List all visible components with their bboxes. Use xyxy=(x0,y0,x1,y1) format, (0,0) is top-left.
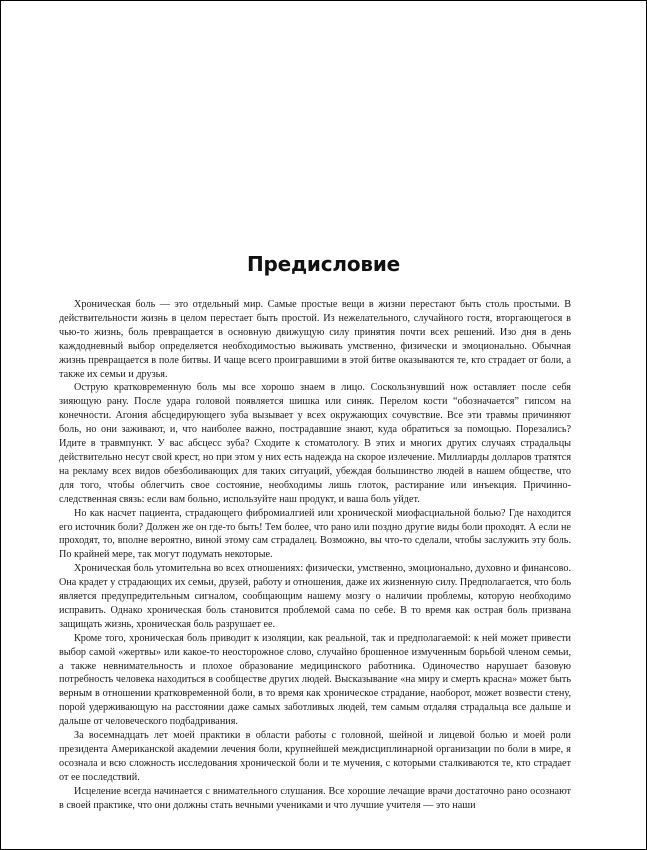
paragraph: Кроме того, хроническая боль приводит к изоляции, как реальной, так и предполагаемой: к ней может привести выбор самой «жертвы» или какое-то неосторожное слово, случайно брошенное измученным борьбой членом семьи, а также невнимательность и плохое образование медицинского работника. Одиночество нарушает базовую потребность человека находиться в сообществе других людей. Высказывание «на миру и смерть красна» может быть верным в отношении кратковременной боли, в то время как хроническое страдание, наоборот, может возвести стену, порой удерживающую на расстоянии даже самых заботливых людей, тем самым отдаляя страдальца все дальше и дальше от человеческого подбадривания. xyxy=(59,632,571,728)
body-text xyxy=(59,298,571,813)
paragraph: Хроническая боль утомительна во всех отношениях: физически, умственно, эмоционально, духовно и финансово. Она крадет у страдающих их семьи, друзей, работу и отношения, даже их жизненную силу. Предполагается, что боль является предупредительным сигналом, сообщающим нашему мозгу о наличии проблемы, которую необходимо исправить. Однако хроническая боль становится проблемой сама по себе. В то время как острая боль призвана защищать жизнь, хроническая боль разрушает ее. xyxy=(59,563,571,630)
paragraph: Исцеление всегда начинается с внимательного слушания. Все хорошие лечащие врачи достаточно рано осознают в своей практике, что они должны стать вечными учениками и что лучшие учителя — это наши xyxy=(59,785,571,811)
paragraph: Хроническая боль — это отдельный мир. Самые простые вещи в жизни перестают быть столь простыми. В действительности жизнь в целом перестает быть простой. Из нежелательного, случайного гостя, вторгающегося в чью-то жизнь, боль превращается в основную движущую силу принятия почти всех решений. Изо дня в день каждодневный выбор определяется необходимостью выживать умственно, физически и эмоционально. Обычная жизнь превращается в поле битвы. И чаще всего проигравшими в этой битве оказываются те, кто страдает от боли, а также их семьи и друзья. xyxy=(59,299,571,380)
page-title: Предисловие xyxy=(246,252,401,276)
paragraph: Но как насчет пациента, страдающего фибромиалгией или хронической миофасциальной болью? Где находится его источник боли? Должен же он где-то быть! Тем более, что рано или поздно другие виды боли проходят. А если не проходят, то, вполне вероятно, виной этому сам страдалец. Возможно, вы что-то сделали, чтобы заслужить эту боль. По крайней мере, так могут подумать некоторые. xyxy=(59,507,571,561)
paragraph: Острую кратковременную боль мы все хорошо знаем в лицо. Соскользнувший нож оставляет после себя зияющую рану. После удара головой появляется шишка или синяк. Перелом кости “обозначается” гипсом на конечности. Агония абсцедирующего зуба вызывает у всех окружающих сочувствие. Все эти травмы причиняют боль, но они заживают, и, что наиболее важно, пострадавшие знают, куда обратиться за помощью. Порезались? Идите в травмпункт. У вас абсцесс зуба? Сходите к стоматологу. В этих и многих других случаях страдальцы действительно несут свой крест, но при этом у них есть надежда на скорое излечение. Миллиарды долларов тратятся на рекламу всех видов обезболивающих для таких ситуаций, убеждая большинство людей в нашем обществе, что для того, чтобы облегчить свое состояние, необходимы лишь глоток, растирание или инъекция. Причинно-следственная связь: если вам больно, используйте наш продукт, и ваша боль уйдет. xyxy=(59,382,571,505)
paragraph: За восемнадцать лет моей практики в области работы с головной, шейной и лицевой болью и моей роли президента Американской академии лечения боли, крупнейшей междисциплинарной организации по боли в мире, я осознала и всю сложность исследования хронической боли и те мучения, с которыми сталкиваются те, кто страдает от ее последствий. xyxy=(59,730,571,783)
